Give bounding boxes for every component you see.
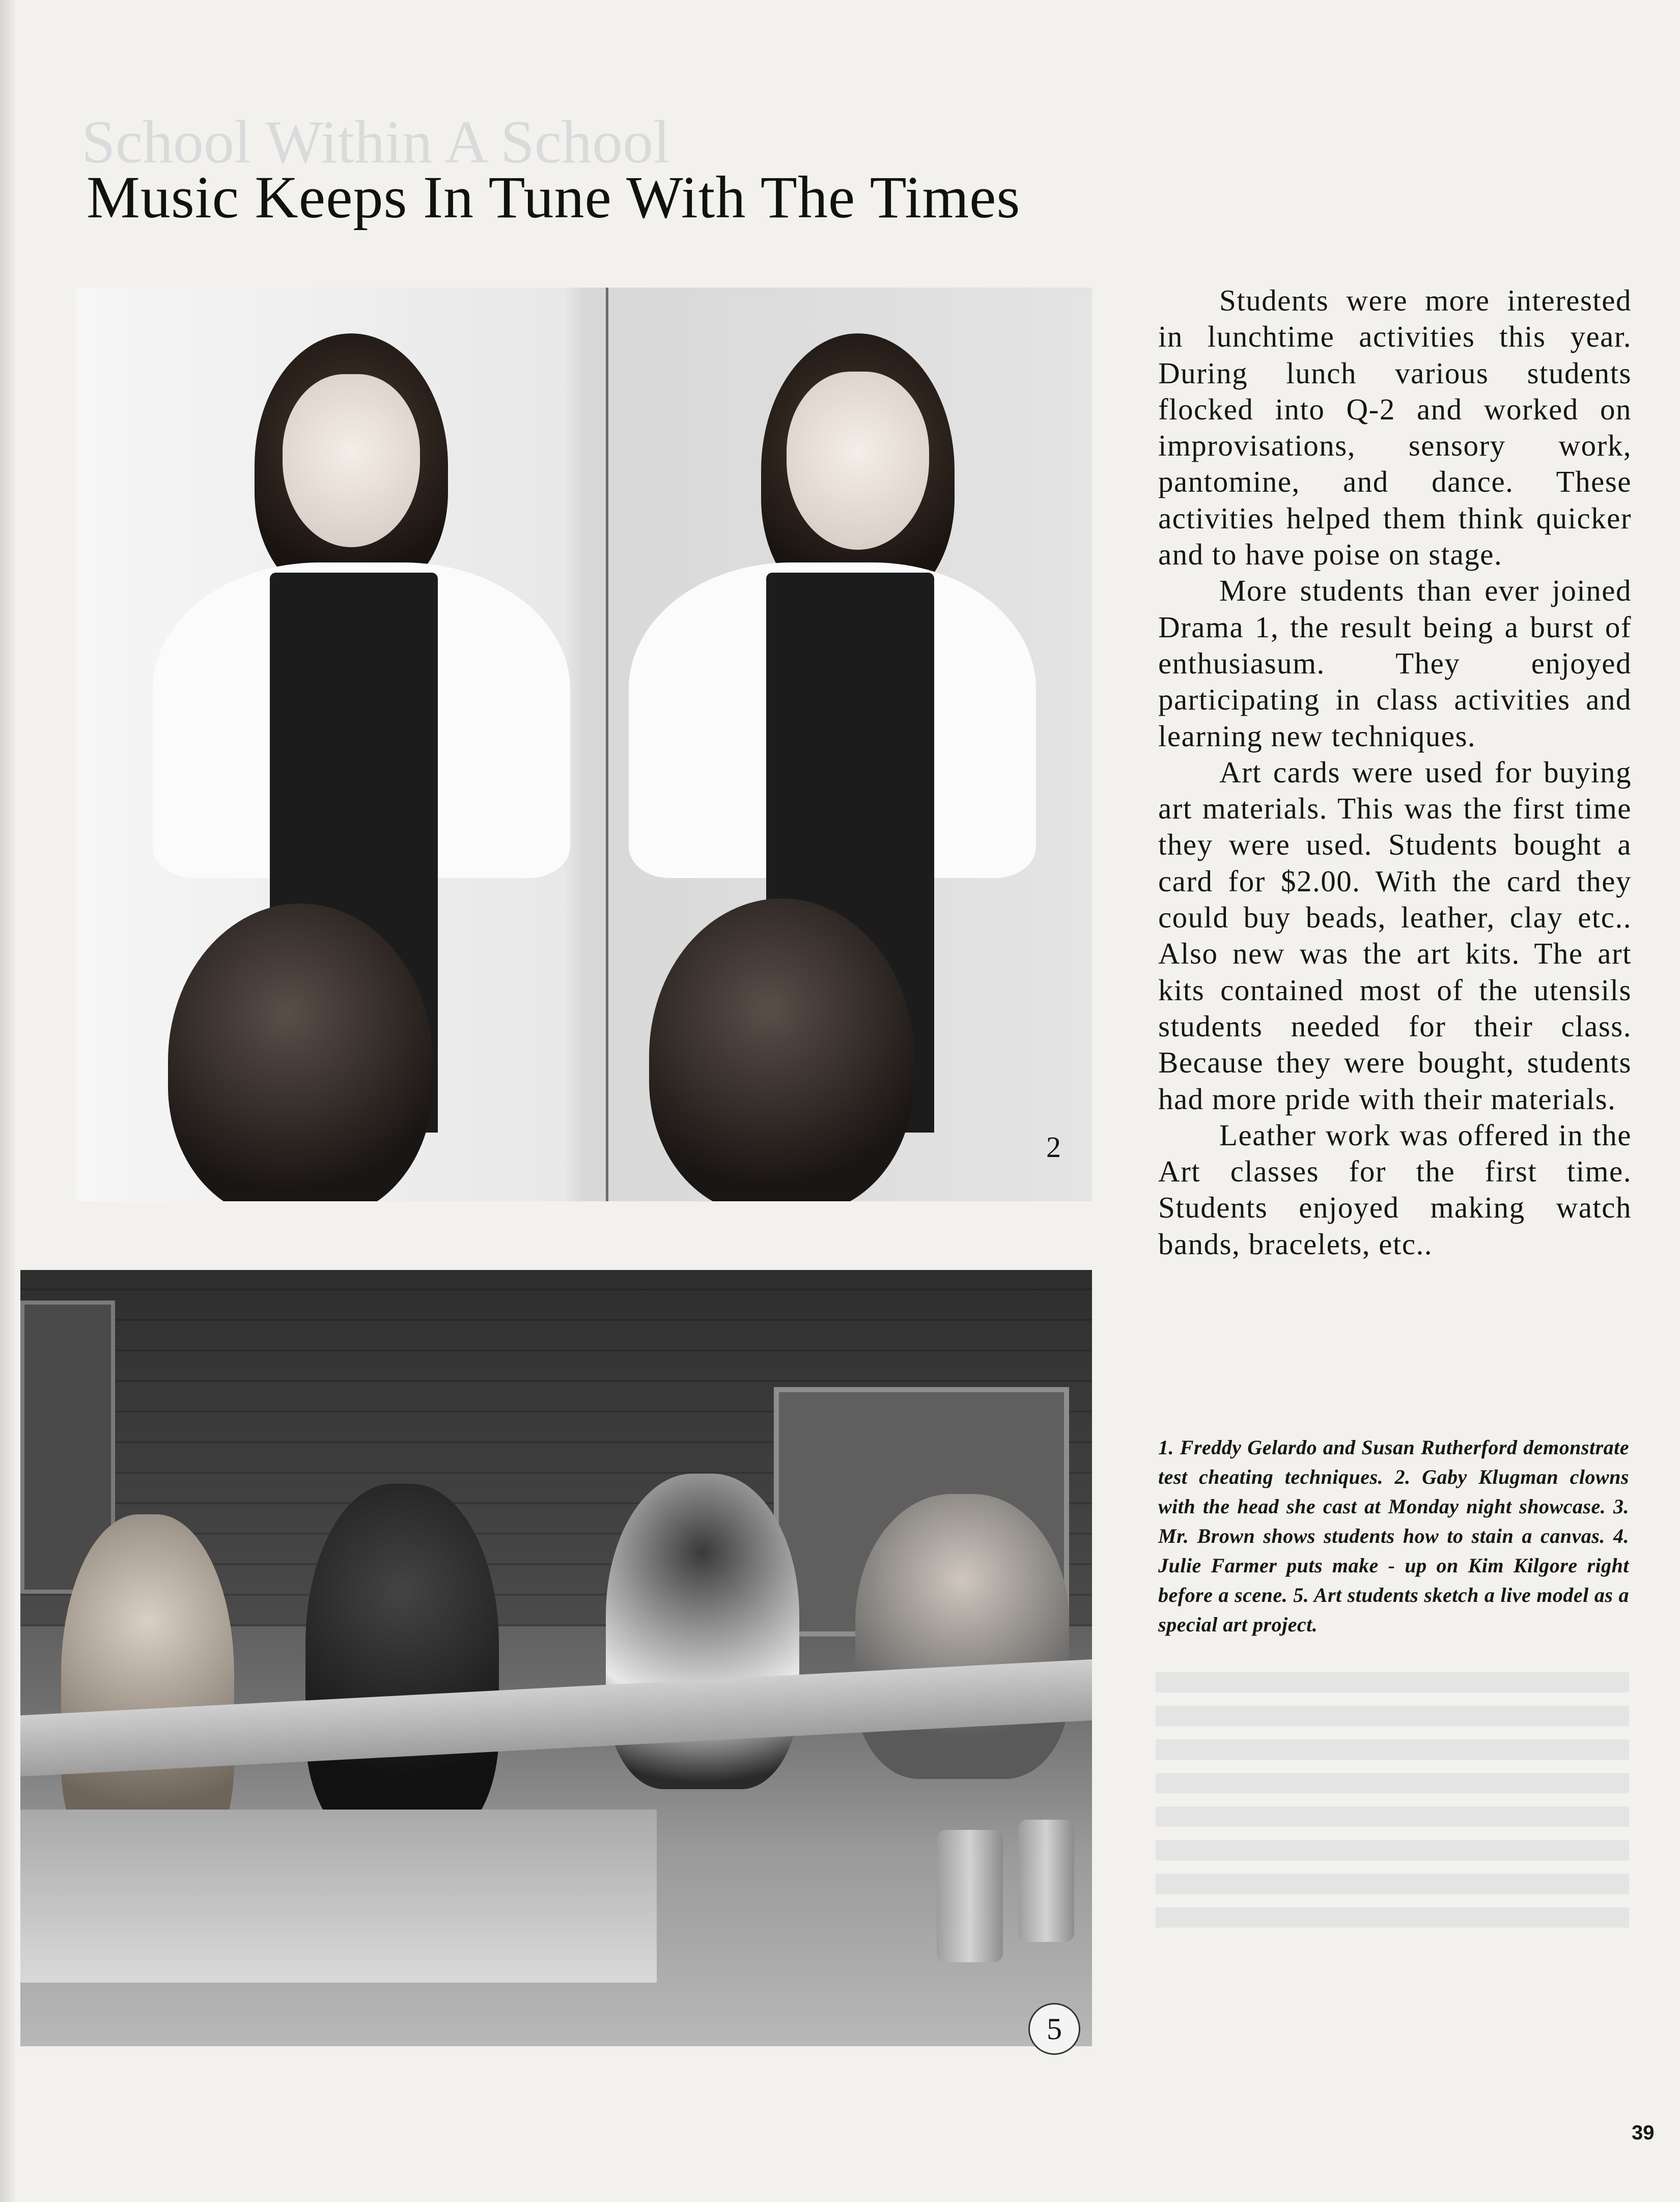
sculpted-head-left (168, 904, 433, 1201)
photo-5-art-class (20, 1270, 1092, 2046)
paragraph: Leather work was offered in the Art classes for the first time. Students enjoyed making watch bands, bracelets, etc.. (1158, 1118, 1632, 1261)
page-binding-edge (0, 0, 15, 2202)
photo-captions: 1. Freddy Gelardo and Susan Rutherford demonstrate test cheating techniques. 2. Gaby Klugman clowns with the head she cast at Monday night showcase. 3. Mr. Brown shows students how to stain a canvas. 4. Julie Farmer puts make - up on Kim Kilgore right before a scene. 5. Art students sketch a live model as a special art project. (1158, 1436, 1629, 1636)
student-reflection-left (76, 288, 606, 1201)
page-number: 39 (1632, 2122, 1655, 2144)
paragraph: Students were more interested in lunchtime activities this year. During lunch various students flocked into Q-2 and worked on improvisations, sensory work, pantomine, and dance. These activities helped them think quicker and to have poise on stage. (1158, 284, 1632, 572)
photo-number-5: 5 (1028, 2003, 1080, 2055)
photo-number-2: 2 (1046, 1131, 1061, 1164)
paragraph: More students than ever joined Drama 1, the result being a burst of enthusiasum. They enjoyed participating in class activities and learning new techniques. (1158, 574, 1632, 753)
page-title: Music Keeps In Tune With The Times (87, 164, 1021, 231)
article-body (1158, 283, 1632, 1262)
sculpted-head-right (649, 898, 914, 1201)
paragraph: Art cards were used for buying art materials. This was the first time they were used. Students bought a card for $2.00. With the card they could buy beads, leather, clay etc.. Also new was the art kits. The art kits contained most of the utensils students needed for their class. Because they were bought, students had more pride with their materials. (1158, 755, 1632, 1116)
student-right (608, 288, 1092, 1201)
show-through-text (1156, 1672, 1629, 1932)
paint-jar (937, 1830, 1003, 1962)
photo-2-mirror-portrait (76, 288, 1092, 1201)
show-through-title: School Within A School (81, 108, 670, 176)
art-table-front (20, 1810, 657, 1983)
student-center (305, 1484, 499, 1840)
student-right (855, 1494, 1069, 1779)
paint-jar (1018, 1820, 1074, 1942)
